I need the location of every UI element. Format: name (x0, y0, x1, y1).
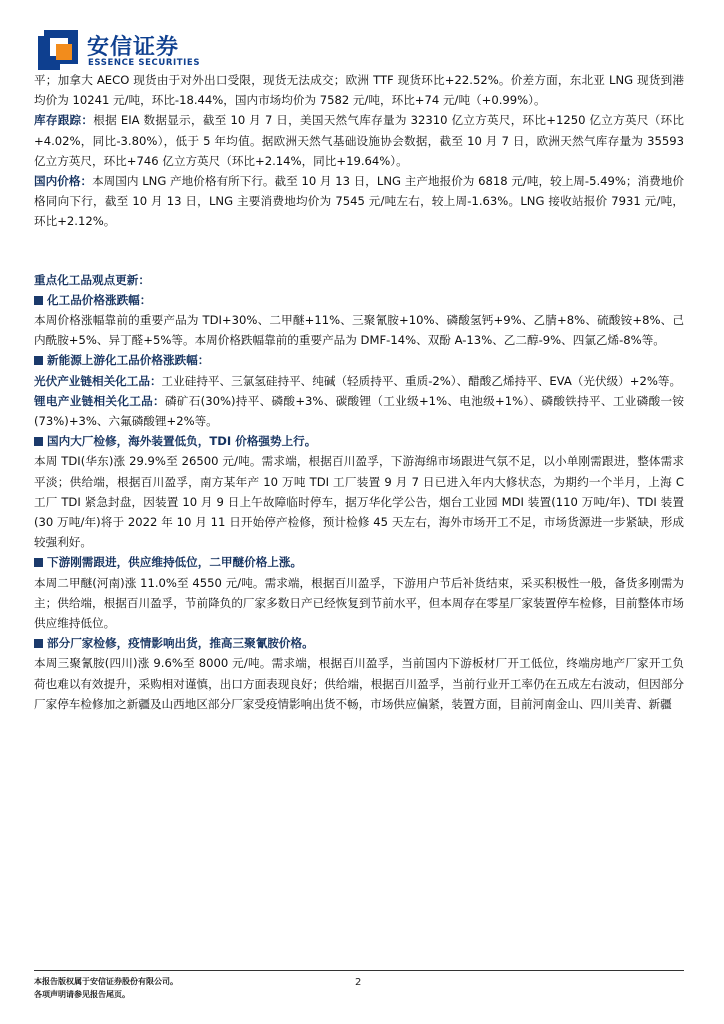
paragraph-inventory (34, 110, 684, 171)
inventory-text: 根据 EIA 数据显示，截至 10 月 7 日，美国天然气库存量为 32310 亿立方英尺，环比+1250 亿立方英尺（环比+4.02%，同比-3.80%），低于 5 年均值。据欧洲天然气基础设施协会数据，截至 10 月 7 日，欧洲天然气库存量为 35593 亿立方英尺，环比+746 亿立方英尺（环比+2.14%，同比+19.64%）。 (34, 113, 684, 168)
essence-logo-icon (38, 30, 78, 70)
lithium-label: 锂电产业链相关化工品： (34, 393, 165, 408)
report-header (38, 28, 338, 74)
heading-new-energy: 新能源上游化工品价格涨跌幅： (34, 350, 684, 370)
heading-dme: 下游刚需跟进，供应维持低位，二甲醚价格上涨。 (34, 552, 684, 572)
inventory-label: 库存跟踪： (34, 113, 94, 128)
lithium-text: 磷矿石(30%)持平、磷酸+3%、碳酸锂（工业级+1%、电池级+1%）、磷酸铁持平、工业磷酸一铵(73%)+3%、六氟磷酸锂+2%等。 (34, 393, 684, 429)
statement-note: 各项声明请参见报告尾页。 (34, 990, 130, 999)
square-bullet-icon (34, 296, 43, 305)
domestic-price-text: 本周国内 LNG 产地价格有所下行。截至 10 月 13 日，LNG 主产地报价为 6818 元/吨，较上周-5.49%；消费地价格同向下行，截至 10 月 13 日，LNG 主要消费地均价为 7545 元/吨左右，较上周-1.63%。LNG 接收站报价 7931 元/吨，环比+2.12%。 (34, 174, 684, 229)
domestic-price-label: 国内价格： (34, 174, 93, 189)
footer-divider (34, 970, 684, 971)
report-body (34, 70, 684, 714)
square-bullet-icon (34, 437, 43, 446)
brand-name-en: ESSENCE SECURITIES (88, 58, 201, 68)
paragraph-pv (34, 371, 684, 391)
footer-disclaimer (34, 975, 178, 1001)
paragraph-price-spread: 平；加拿大 AECO 现货由于对外出口受限，现货无法成交；欧洲 TTF 现货环比+22.52%。价差方面，东北亚 LNG 现货到港均价为 10241 元/吨，环比-18.44%，国内市场均价为 7582 元/吨，环比+74 元/吨（+0.99%）。 (34, 73, 684, 108)
paragraph-melamine: 本周三聚氰胺(四川)涨 9.6%至 8000 元/吨。需求端，根据百川盈孚，当前国内下游板材厂开工低位，终端房地产厂家开工负荷也难以有效提升，采购相对谨慎，出口方面表现良好；供给端，根据百川盈孚，当前行业开工率仍在五成左右波动，但因部分厂家停车检修加之新疆及山西地区部分厂家受疫情影响出货不畅，市场供应偏紧，装置方面，目前河南金山、四川美青、新疆 (34, 656, 684, 711)
page-number: 2 (355, 977, 362, 988)
section-title: 重点化工品观点更新： (34, 272, 150, 287)
paragraph-dme: 本周二甲醚(河南)涨 11.0%至 4550 元/吨。需求端，根据百川盈孚，下游用户节后补货结束，采买积极性一般，备货多刚需为主；供给端，根据百川盈孚，节前降负的厂家多数日产已经恢复到节前水平，但本周存在零星厂家装置停车检修，目前整体市场供应维持低位。 (34, 575, 684, 631)
copyright-note: 本报告版权属于安信证券股份有限公司。 (34, 977, 178, 986)
pv-text: 工业硅持平、三氯氢硅持平、纯碱（轻质持平、重质-2%）、醋酸乙烯持平、EVA（光伏级）+2%等。 (161, 373, 682, 388)
square-bullet-icon (34, 639, 43, 648)
heading-tdi: 国内大厂检修，海外装置低负，TDI 价格强势上行。 (34, 431, 684, 451)
square-bullet-icon (34, 558, 43, 567)
brand-name: 安信证券 (87, 35, 180, 60)
paragraph-tdi: 本周 TDI(华东)涨 29.9%至 26500 元/吨。需求端，根据百川盈孚，下游海绵市场跟进气氛不足，以小单刚需跟进，整体需求平淡；供给端，根据百川盈孚，南方某年产 10 万吨 TDI 工厂装置 9 月 7 日已进入年内大修状态，为期约一个半月，上海 C 工厂 TDI 紧急封盘，因装置 10 月 9 日上午故障临时停车，据万华化学公告，烟台工业园 MDI 装置(110 万吨/年)、TDI 装置(30 万吨/年)将于 2022 年 10 月 11 日开始停产检修，预计检修 45 天左右，海外市场开工不足，市场货源进一步紧缺，形成较强利好。 (34, 454, 684, 550)
heading-melamine: 部分厂家检修，疫情影响出货，推高三聚氰胺价格。 (34, 633, 684, 653)
paragraph-domestic-price (34, 171, 684, 232)
heading-chem-price: 化工品价格涨跌幅： (34, 290, 684, 310)
paragraph-lithium (34, 391, 684, 431)
square-bullet-icon (34, 356, 43, 365)
pv-label: 光伏产业链相关化工品： (34, 373, 162, 388)
paragraph-chem-price: 本周价格涨幅靠前的重要产品为 TDI+30%、二甲醚+11%、三聚氰胺+10%、磷酸氢钙+9%、乙腈+8%、硫酸铵+8%、己内酰胺+5%、异丁醛+5%等。本周价格跌幅靠前的重要产品为 DMF-14%、双酚 A-13%、乙二醇-9%、四氯乙烯-8%等。 (34, 313, 684, 348)
